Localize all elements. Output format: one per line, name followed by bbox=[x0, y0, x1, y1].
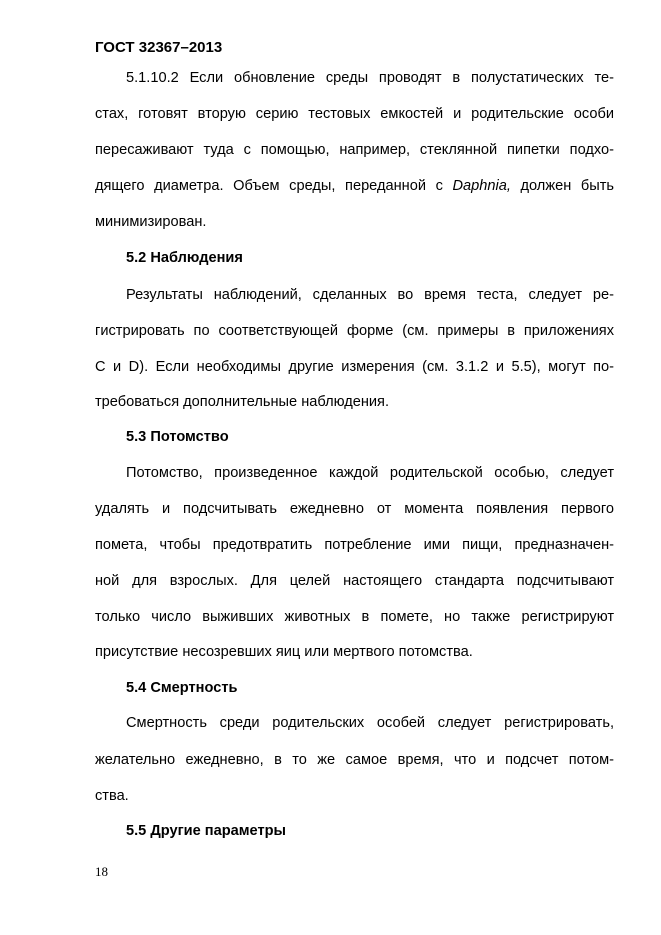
paragraph-line: С и D). Если необходимы другие измерения (см. 3.1.2 и 5.5), могут по- bbox=[95, 359, 614, 375]
paragraph-line: ства. bbox=[95, 788, 129, 804]
paragraph-line: 5.1.10.2 Если обновление среды проводят в полустатических те- bbox=[126, 70, 614, 86]
section-heading-5-4: 5.4 Смертность bbox=[126, 680, 238, 696]
paragraph-line: Смертность среди родительских особей следует регистрировать, bbox=[126, 715, 614, 731]
paragraph-line: ной для взрослых. Для целей настоящего стандарта подсчитывают bbox=[95, 573, 614, 589]
paragraph-line: помета, чтобы предотвратить потребление ими пищи, предназначен- bbox=[95, 537, 614, 553]
section-heading-5-2: 5.2 Наблюдения bbox=[126, 250, 243, 266]
paragraph-line: гистрировать по соответствующей форме (см. примеры в приложениях bbox=[95, 323, 614, 339]
paragraph-line: желательно ежедневно, в то же самое время, что и подсчет потом- bbox=[95, 752, 614, 768]
page-number: 18 bbox=[95, 864, 108, 879]
paragraph-line: удалять и подсчитывать ежедневно от момента появления первого bbox=[95, 501, 614, 517]
paragraph-line: требоваться дополнительные наблюдения. bbox=[95, 394, 390, 410]
section-heading-5-3: 5.3 Потомство bbox=[126, 429, 229, 445]
paragraph-line: стах, готовят вторую серию тестовых емкостей и родительские особи bbox=[95, 106, 614, 122]
paragraph-line: минимизирован. bbox=[95, 214, 207, 230]
paragraph-line: Результаты наблюдений, сделанных во время теста, следует ре- bbox=[126, 287, 614, 303]
section-heading-5-5: 5.5 Другие параметры bbox=[126, 823, 287, 839]
species-name-italic: Daphnia, bbox=[452, 178, 511, 194]
paragraph-line: только число выживших животных в помете, но также регистрируют bbox=[95, 609, 614, 625]
text-span: должен быть bbox=[510, 178, 614, 194]
document-code-header: ГОСТ 32367–2013 bbox=[95, 39, 223, 56]
paragraph-line: присутствие несозревших яиц или мертвого потомства. bbox=[95, 644, 473, 660]
paragraph-line: Потомство, произведенное каждой родительской особью, следует bbox=[126, 465, 614, 481]
paragraph-line bbox=[95, 176, 614, 196]
paragraph-line: пересаживают туда с помощью, например, стеклянной пипетки подхо- bbox=[95, 142, 614, 158]
text-span: дящего диаметра. Объем среды, переданной с bbox=[95, 178, 453, 194]
